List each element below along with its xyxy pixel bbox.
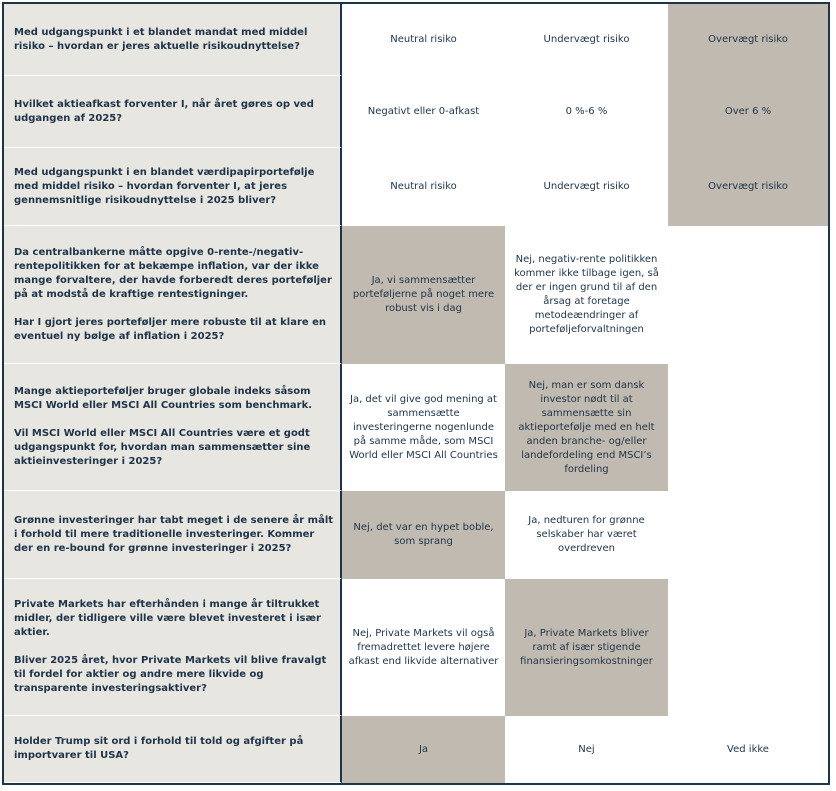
answer-cell-empty bbox=[668, 579, 828, 716]
question-cell bbox=[4, 226, 342, 364]
answer-text: Ja bbox=[418, 743, 429, 755]
answer-text: Nej, Private Markets vil også fremadrettet levere højere afkast end likvide alternativer bbox=[348, 627, 499, 667]
answer-text: Ved ikke bbox=[727, 743, 769, 755]
answer-text: Undervægt risiko bbox=[543, 181, 630, 192]
answer-cell bbox=[505, 4, 668, 76]
answer-cell-highlighted bbox=[342, 491, 505, 579]
answer-cell-highlighted bbox=[668, 148, 828, 226]
question-text: Holder Trump sit ord i forhold til told og afgifter på importvarer til USA? bbox=[14, 736, 304, 761]
question-text: Da centralbankerne måtte opgive 0-rente-/negativ-rentepolitikken for at bekæmpe inflation, var der ikke mange forvaltere, der havde forberedt deres porteføljer på at modstå de kraftige rentestigninger. bbox=[14, 246, 332, 300]
answer-text: Neutral risiko bbox=[390, 181, 457, 192]
question-cell bbox=[4, 148, 342, 226]
answer-text: 0 %-6 % bbox=[565, 106, 608, 117]
answer-text: Overvægt risiko bbox=[708, 181, 788, 192]
question-text: Vil MSCI World eller MSCI All Countries være et godt udgangspunkt for, hvordan man sammensætter sine aktieinvesteringer i 2025? bbox=[14, 428, 311, 467]
question-cell bbox=[4, 4, 342, 76]
question-text: Bliver 2025 året, hvor Private Markets vil blive fravalgt til fordel for aktier og andre mere likvide og transparente investeringsaktiver? bbox=[14, 655, 327, 694]
answer-text: Ja, vi sammensætter porteføljerne på noget mere robust vis i dag bbox=[352, 275, 495, 314]
question-cell bbox=[4, 716, 342, 783]
answer-text: Nej, negativ-rente politikken kommer ikke tilbage igen, så der er ingen grund til af den årsag at foretage metodeændringer af porteføljeforvaltningen bbox=[514, 254, 659, 335]
answer-cell bbox=[505, 76, 668, 148]
answer-cell bbox=[505, 226, 668, 364]
answer-cell-highlighted bbox=[342, 716, 505, 783]
answer-cell-empty bbox=[668, 364, 828, 491]
question-text: Med udgangspunkt i en blandet værdipapirportefølje med middel risiko – hvordan forventer I, at jeres gennemsnitlige risikoudnyttelse i 2025 bliver? bbox=[14, 166, 315, 206]
answer-cell-highlighted bbox=[505, 364, 668, 491]
answer-text: Nej, man er som dansk investor nødt til at sammensætte sin aktieportefølje med en helt anden branche- og/eller landefordeling end MSCI’s fordeling bbox=[518, 379, 655, 475]
question-cell bbox=[4, 76, 342, 148]
answer-text: Negativt eller 0-afkast bbox=[367, 106, 480, 117]
answer-cell-highlighted bbox=[668, 4, 828, 76]
answer-cell bbox=[505, 491, 668, 579]
question-text: Har I gjort jeres porteføljer mere robuste til at klare en eventuel ny bølge af inflation i 2025? bbox=[14, 316, 327, 342]
answer-cell bbox=[342, 148, 505, 226]
question-text: Hvilket aktieafkast forventer I, når året gøres op ved udgangen af 2025? bbox=[14, 98, 314, 124]
survey-table bbox=[4, 4, 828, 783]
question-text: Med udgangspunkt i et blandet mandat med middel risiko – hvordan er jeres aktuelle risikoudnyttelse? bbox=[14, 26, 308, 52]
survey-table-frame bbox=[2, 2, 830, 785]
answer-text: Over 6 % bbox=[724, 106, 772, 117]
answer-text: Ja, det vil give god mening at sammensætte investeringerne nogenlunde på samme måde, som MSCI World eller MSCI All Countries bbox=[349, 393, 498, 461]
answer-cell bbox=[342, 76, 505, 148]
question-text: Grønne investeringer har tabt meget i de senere år målt i forhold til mere traditionelle investeringer. Kommer der en re-bound for grønne investeringer i 2025? bbox=[14, 514, 334, 554]
answer-cell bbox=[668, 716, 828, 783]
answer-text: Nej bbox=[578, 743, 595, 755]
answer-cell-highlighted bbox=[342, 226, 505, 364]
answer-text: Undervægt risiko bbox=[543, 34, 630, 45]
question-cell bbox=[4, 579, 342, 716]
answer-cell bbox=[342, 364, 505, 491]
question-text: Mange aktieporteføljer bruger globale indeks såsom MSCI World eller MSCI All Countries som benchmark. bbox=[14, 386, 313, 411]
answer-cell bbox=[505, 716, 668, 783]
answer-cell-highlighted bbox=[668, 76, 828, 148]
answer-text: Nej, det var en hypet boble, som sprang bbox=[353, 522, 494, 547]
answer-cell bbox=[342, 579, 505, 716]
question-cell bbox=[4, 491, 342, 579]
answer-text: Neutral risiko bbox=[390, 34, 457, 45]
question-cell bbox=[4, 364, 342, 491]
answer-cell bbox=[342, 4, 505, 76]
question-text: Private Markets har efterhånden i mange år tiltrukket midler, der tidligere ville være blevet investeret i især aktier. bbox=[14, 599, 321, 638]
answer-text: Overvægt risiko bbox=[708, 34, 788, 45]
answer-cell-highlighted bbox=[505, 579, 668, 716]
answer-text: Ja, Private Markets bliver ramt af især stigende finansieringsomkostninger bbox=[520, 627, 653, 667]
answer-cell bbox=[505, 148, 668, 226]
answer-cell-empty bbox=[668, 491, 828, 579]
answer-cell-empty bbox=[668, 226, 828, 364]
answer-text: Ja, nedturen for grønne selskaber har været overdreven bbox=[528, 515, 645, 554]
